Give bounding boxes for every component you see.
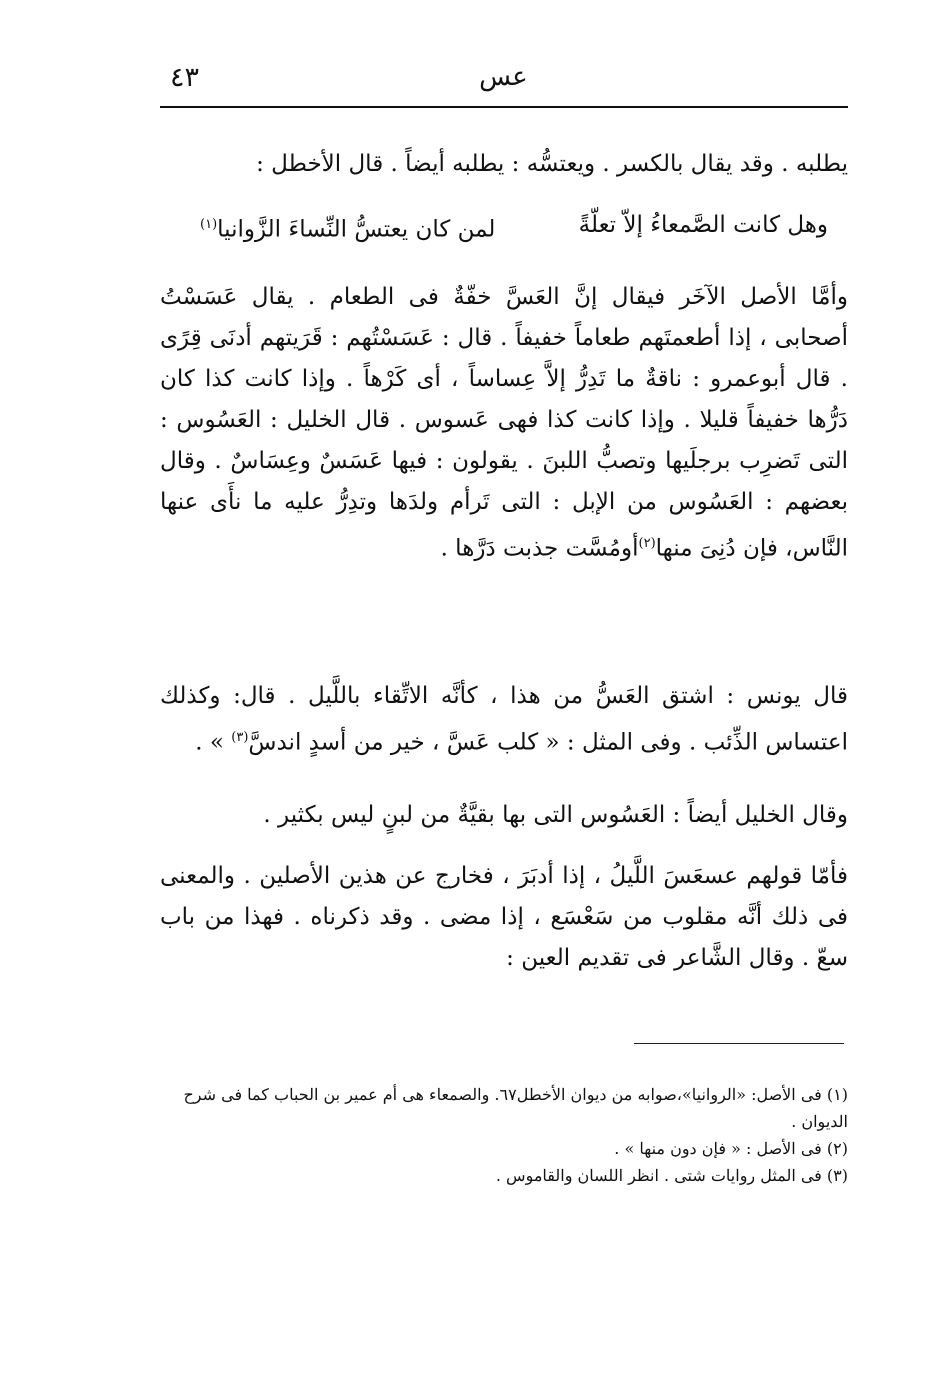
footnotes	[165, 1081, 848, 1189]
paragraph-4: وقال الخليل أيضاً : العَسُوس التى بها بقيَّةٌ من لبنٍ ليس بكثير .	[263, 802, 848, 828]
footnote-2: (٢) فى الأصل : « فإن دون منها » .	[614, 1139, 848, 1158]
verse-first-hemistich: وهل كانت الصَّمعاءُ إلاّ تعلّةً	[578, 212, 828, 238]
paragraph-1: يطلبه . وقد يقال بالكسر . ويعتسُّه : يطلبه أيضاً . قال الأخطل :	[256, 151, 848, 177]
page-number: ٤٣	[170, 62, 200, 93]
paragraph-2-text: وأمَّا الأصل الآخَر فيقال إنَّ العَسَّ خفّةٌ فى الطعام . يقال عَسَسْتُ أصحابى ، إذا أطعمتَهم طعاماً خفيفاً . قال : عَسَسْتُهم : قَرَيتهم أدنَى قِرًى . قال أبوعمرو : ناقةٌ ما تَدِرُّ إلاَّ عِساساً ، أى كَرْهاً . وإذا كانت كذا كان دَرُّها خفيفاً قليلا . وإذا كانت كذا فهى عَسوس . قال الخليل : العَسُوس : التى تَضرِب برجلَيها وتصبُّ اللبنَ . يقولون : فيها عَسَسٌ وعِسَاسٌ . وقال بعضهم : العَسُوس من الإبل : التى تَرأم ولدَها وتدِرُّ عليه ما نأَى عنها النَّاس، فإن دُنِىَ منها	[160, 284, 848, 562]
paragraph-2-end: أومُسَّت جذبت دَرَّها .	[440, 535, 639, 562]
footnote-rule	[634, 1043, 844, 1044]
paragraph-3-end: » .	[195, 729, 224, 756]
footnote-3: (٣) فى المثل روايات شتى . انظر اللسان والقاموس .	[495, 1166, 848, 1185]
verse-second-hemistich: لمن كان يعتسُّ النِّساءَ الزَّوانيا	[217, 216, 496, 243]
paragraph-5: فأمّا قولهم عسعَسَ اللَّيلُ ، إذا أدبَرَ ، فخارج عن هذين الأصلين . والمعنى فى ذلك أنَّه مقلوب من سَعْسَع ، إذا مضى . وقد ذكرناه . فهذا من باب سعّ . وقال الشَّاعر فى تقديم العين :	[160, 863, 848, 971]
poetry-verse	[200, 205, 828, 250]
header-root-word: عس	[479, 62, 528, 92]
footnote-mark-2: (٢)	[638, 536, 656, 551]
verse-second-hemistich-wrap	[200, 205, 495, 250]
footnote-mark-3: (٣)	[231, 730, 249, 745]
paragraph-3-text: قال يونس : اشتق العَسُّ من هذا ، كأنَّه الاتِّقاء باللَّيل . قال: وكذلك اعتساس الذِّئب . وفى المثل : « كلب عَسَّ ، خير من أسدٍ اندسَّ	[160, 683, 848, 756]
paragraph-3	[160, 676, 848, 764]
footnote-1: (١) فى الأصل: «الروانيا»،صوابه من ديوان الأخطل٦٧. والصمعاء هى أم عمير بن الحباب كما فى شرح الديوان .	[183, 1085, 848, 1131]
header-rule	[160, 106, 848, 108]
footnote-mark-1: (١)	[200, 217, 218, 232]
running-header	[160, 62, 847, 98]
paragraph-2	[160, 277, 848, 570]
